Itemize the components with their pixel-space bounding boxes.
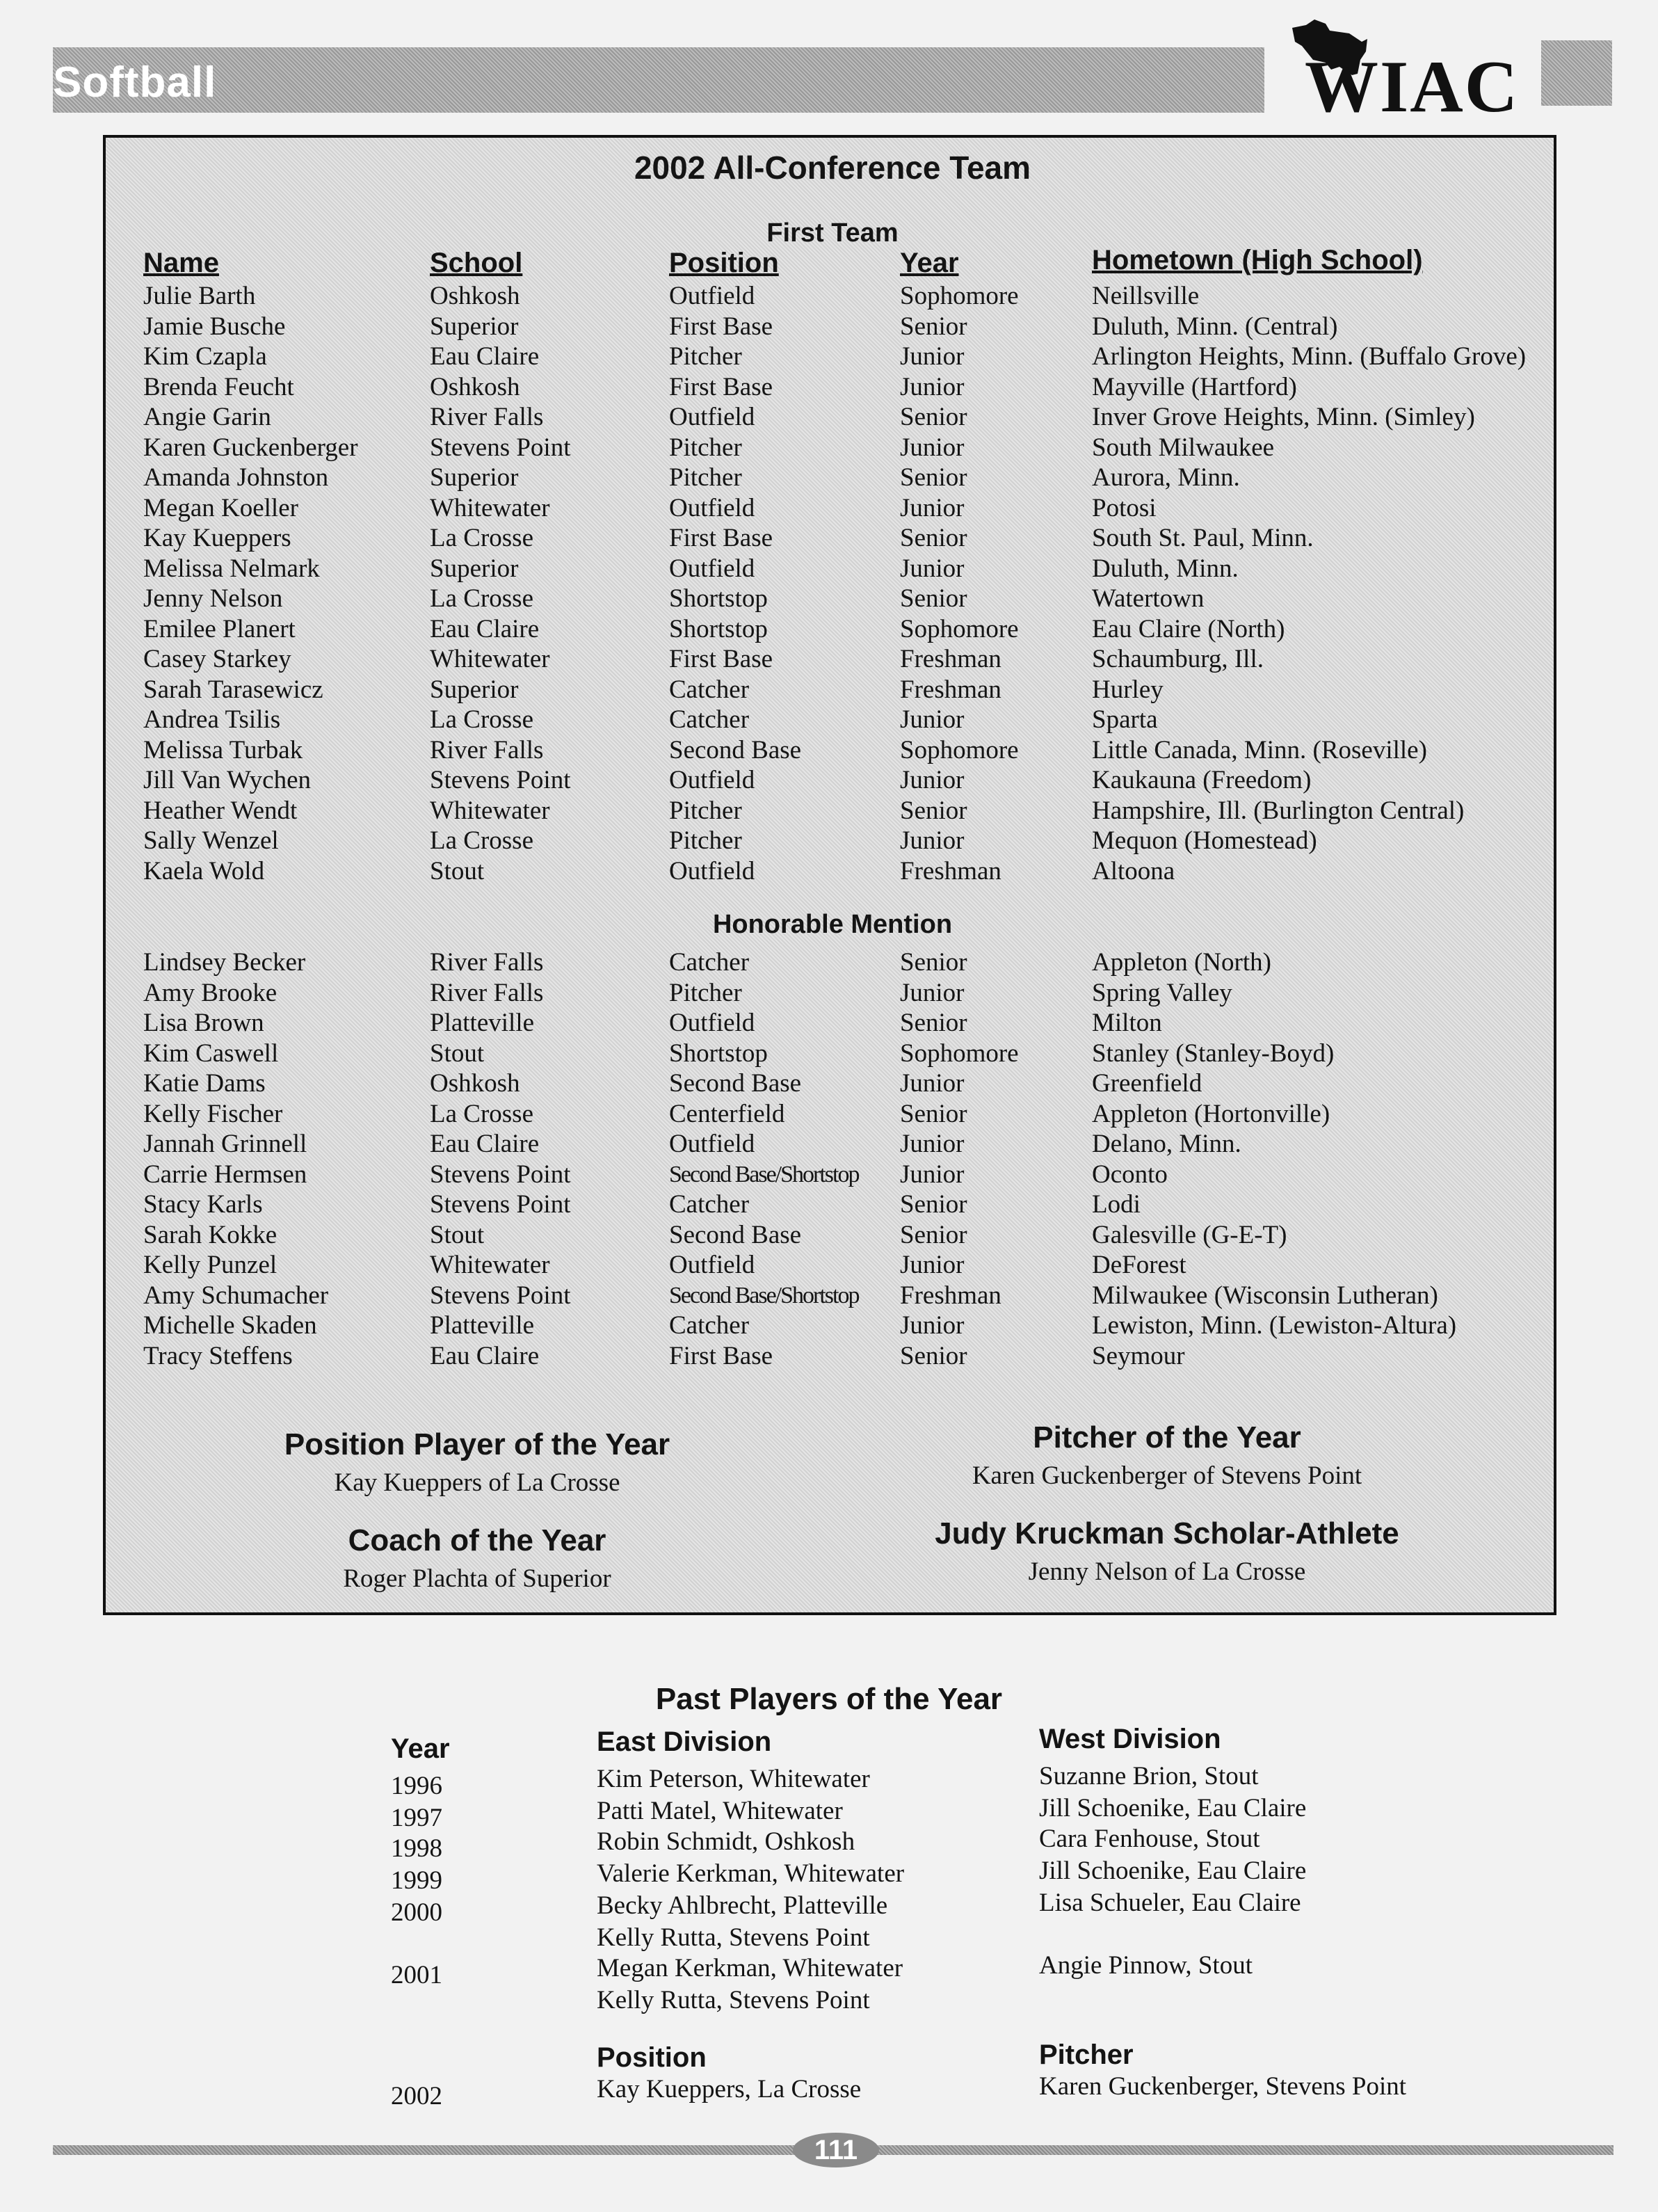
first-team-position: Outfield (669, 856, 755, 885)
honorable-row (106, 1008, 1559, 1039)
honorable-name: Michelle Skaden (143, 1311, 317, 1340)
first-team-name: Kim Czapla (143, 342, 267, 371)
honorable-hometown: Greenfield (1092, 1069, 1202, 1098)
honorable-name: Kelly Punzel (143, 1251, 277, 1279)
first-team-hometown: Mayville (Hartford) (1092, 372, 1297, 401)
first-team-row (106, 765, 1559, 796)
honorable-year: Senior (900, 948, 967, 977)
first-team-name: Karen Guckenberger (143, 433, 358, 462)
honorable-school: River Falls (430, 948, 544, 977)
first-team-hometown: Duluth, Minn. (Central) (1092, 312, 1338, 341)
honorable-name: Jannah Grinnell (143, 1130, 307, 1158)
first-team-row (106, 342, 1559, 372)
honorable-position: Second Base/Shortstop (669, 1161, 859, 1187)
east-division-header: East Division (597, 1726, 772, 1757)
honorable-year: Junior (900, 1311, 965, 1340)
honorable-row (106, 947, 1559, 978)
past-pitcher-2002: Karen Guckenberger, Stevens Point (1039, 2072, 1407, 2101)
first-team-row (106, 675, 1559, 705)
first-team-school: La Crosse (430, 705, 533, 734)
honorable-hometown: Spring Valley (1092, 978, 1232, 1007)
first-team-school: Superior (430, 675, 519, 704)
first-team-school: Oshkosh (430, 282, 520, 310)
first-team-year: Junior (900, 433, 965, 462)
honorable-name: Carrie Hermsen (143, 1160, 307, 1189)
first-team-name: Brenda Feucht (143, 372, 294, 401)
first-team-name: Emilee Planert (143, 614, 296, 643)
honorable-row (106, 1341, 1559, 1372)
first-team-name: Jill Van Wychen (143, 766, 311, 794)
first-team-position: Pitcher (669, 826, 742, 855)
position-player-award-title: Position Player of the Year (284, 1427, 670, 1461)
west-division-player: Jill Schoenike, Eau Claire (1039, 1857, 1307, 1885)
past-year: 1999 (391, 1866, 442, 1895)
honorable-name: Lindsey Becker (143, 948, 306, 977)
all-conference-title: 2002 All-Conference Team (634, 150, 1031, 186)
honorable-hometown: Galesville (G-E-T) (1092, 1220, 1287, 1249)
first-team-school: Stevens Point (430, 766, 571, 794)
honorable-name: Amy Brooke (143, 978, 277, 1007)
honorable-school: Platteville (430, 1311, 535, 1340)
first-team-hometown: Inver Grove Heights, Minn. (Simley) (1092, 403, 1475, 431)
first-team-position: Pitcher (669, 796, 742, 825)
first-team-row (106, 372, 1559, 403)
first-team-year: Junior (900, 493, 965, 522)
first-team-hometown: Arlington Heights, Minn. (Buffalo Grove) (1092, 342, 1527, 371)
honorable-school: River Falls (430, 978, 544, 1007)
first-team-school: Superior (430, 312, 519, 341)
first-team-position: Second Base (669, 735, 802, 764)
first-team-hometown: Little Canada, Minn. (Roseville) (1092, 735, 1427, 764)
honorable-year: Senior (900, 1220, 967, 1249)
west-division-player: Lisa Schueler, Eau Claire (1039, 1889, 1301, 1917)
first-team-hometown: Altoona (1092, 856, 1175, 885)
honorable-year: Senior (900, 1190, 967, 1219)
first-team-school: Whitewater (430, 645, 550, 673)
first-team-name: Sally Wenzel (143, 826, 279, 855)
honorable-position: Catcher (669, 1190, 750, 1219)
honorable-row (106, 1250, 1559, 1281)
honorable-position: Outfield (669, 1251, 755, 1279)
east-division-player: Patti Matel, Whitewater (597, 1797, 843, 1825)
honorable-school: Whitewater (430, 1251, 550, 1279)
honorable-name: Tracy Steffens (143, 1341, 293, 1370)
honorable-hometown: Lewiston, Minn. (Lewiston-Altura) (1092, 1311, 1457, 1340)
pitcher-header: Pitcher (1039, 2039, 1134, 2070)
first-team-hometown: Mequon (Homestead) (1092, 826, 1317, 855)
honorable-position: Shortstop (669, 1039, 768, 1068)
honorable-year: Senior (900, 1341, 967, 1370)
honorable-row (106, 978, 1559, 1009)
honorable-hometown: Appleton (Hortonville) (1092, 1099, 1330, 1128)
column-header-name: Name (143, 248, 219, 278)
honorable-row (106, 1311, 1559, 1341)
honorable-year: Junior (900, 978, 965, 1007)
first-team-name: Heather Wendt (143, 796, 298, 825)
honorable-year: Senior (900, 1009, 967, 1037)
past-players-title: Past Players of the Year (655, 1682, 1003, 1716)
honorable-school: Platteville (430, 1009, 535, 1037)
first-team-year: Senior (900, 312, 967, 341)
first-team-row (106, 463, 1559, 493)
honorable-year: Junior (900, 1251, 965, 1279)
west-division-header: West Division (1039, 1724, 1221, 1754)
honorable-hometown: Milton (1092, 1009, 1162, 1037)
scholar-award-title: Judy Kruckman Scholar-Athlete (935, 1516, 1399, 1550)
pitcher-award-name: Karen Guckenberger of Stevens Point (972, 1461, 1362, 1490)
first-team-name: Melissa Turbak (143, 735, 303, 764)
honorable-row (106, 1039, 1559, 1069)
honorable-hometown: Stanley (Stanley-Boyd) (1092, 1039, 1335, 1068)
honorable-position: Catcher (669, 1311, 750, 1340)
first-team-year: Sophomore (900, 282, 1019, 310)
honorable-year: Senior (900, 1099, 967, 1128)
honorable-school: Stevens Point (430, 1160, 571, 1189)
first-team-name: Andrea Tsilis (143, 705, 281, 734)
honorable-year: Junior (900, 1130, 965, 1158)
honorable-hometown: Oconto (1092, 1160, 1168, 1189)
first-team-hometown: Eau Claire (North) (1092, 614, 1285, 643)
first-team-row (106, 493, 1559, 524)
first-team-hometown: Duluth, Minn. (1092, 554, 1239, 583)
east-division-player: Robin Schmidt, Oshkosh (597, 1827, 855, 1856)
first-team-row (106, 523, 1559, 554)
first-team-hometown: Watertown (1092, 584, 1205, 613)
first-team-row (106, 281, 1559, 312)
coach-award-title: Coach of the Year (348, 1523, 606, 1557)
first-team-position: Outfield (669, 282, 755, 310)
first-team-year: Freshman (900, 675, 1001, 704)
honorable-position: Second Base (669, 1069, 802, 1098)
honorable-row (106, 1068, 1559, 1099)
first-team-hometown: Schaumburg, Ill. (1092, 645, 1264, 673)
first-team-school: Whitewater (430, 493, 550, 522)
header-bar-end (1541, 40, 1612, 106)
first-team-position: First Base (669, 312, 773, 341)
first-team-year: Senior (900, 403, 967, 431)
first-team-position: Catcher (669, 705, 750, 734)
first-team-year: Freshman (900, 645, 1001, 673)
honorable-position: Second Base/Shortstop (669, 1282, 859, 1308)
past-year: 1998 (391, 1834, 442, 1863)
honorable-hometown: Seymour (1092, 1341, 1185, 1370)
past-year-2002: 2002 (391, 2082, 442, 2110)
honorable-school: La Crosse (430, 1099, 533, 1128)
first-team-row (106, 433, 1559, 463)
first-team-year: Senior (900, 524, 967, 552)
first-team-hometown: Potosi (1092, 493, 1157, 522)
section-header-bar (53, 47, 1264, 113)
first-team-name: Megan Koeller (143, 493, 298, 522)
east-division-player: Valerie Kerkman, Whitewater (597, 1859, 905, 1888)
honorable-position: First Base (669, 1341, 773, 1370)
first-team-year: Senior (900, 796, 967, 825)
first-team-hometown: Hurley (1092, 675, 1164, 704)
pitcher-award-title: Pitcher of the Year (1033, 1420, 1301, 1454)
west-division-player: Jill Schoenike, Eau Claire (1039, 1794, 1307, 1822)
honorable-row (106, 1281, 1559, 1311)
wiac-logo-text: WIAC (1305, 46, 1520, 127)
first-team-name: Sarah Tarasewicz (143, 675, 323, 704)
honorable-row (106, 1129, 1559, 1160)
first-team-school: Eau Claire (430, 614, 540, 643)
first-team-year: Freshman (900, 856, 1001, 885)
first-team-row (106, 856, 1559, 887)
honorable-position: Outfield (669, 1130, 755, 1158)
first-team-hometown: Kaukauna (Freedom) (1092, 766, 1312, 794)
first-team-name: Casey Starkey (143, 645, 291, 673)
first-team-row (106, 735, 1559, 766)
honorable-school: Eau Claire (430, 1130, 540, 1158)
honorable-hometown: DeForest (1092, 1251, 1186, 1279)
east-division-player: Kim Peterson, Whitewater (597, 1765, 870, 1793)
honorable-position: Centerfield (669, 1099, 785, 1128)
past-year: 2000 (391, 1898, 442, 1927)
first-team-school: La Crosse (430, 584, 533, 613)
past-position-player-2002: Kay Kueppers, La Crosse (597, 2075, 862, 2103)
column-header-hometown: Hometown (High School) (1092, 245, 1423, 275)
first-team-name: Melissa Nelmark (143, 554, 320, 583)
honorable-year: Freshman (900, 1281, 1001, 1310)
first-team-position: Pitcher (669, 463, 742, 492)
first-team-school: Eau Claire (430, 342, 540, 371)
first-team-position: Pitcher (669, 433, 742, 462)
first-team-position: First Base (669, 645, 773, 673)
honorable-year: Junior (900, 1069, 965, 1098)
first-team-row (106, 614, 1559, 645)
scholar-award-name: Jenny Nelson of La Crosse (1028, 1557, 1306, 1586)
first-team-position: Shortstop (669, 584, 768, 613)
honorable-school: Eau Claire (430, 1341, 540, 1370)
honorable-name: Sarah Kokke (143, 1220, 277, 1249)
first-team-name: Jamie Busche (143, 312, 286, 341)
first-team-year: Junior (900, 372, 965, 401)
honorable-name: Kelly Fischer (143, 1099, 283, 1128)
west-division-player: Suzanne Brion, Stout (1039, 1762, 1259, 1790)
page-number: 111 (793, 2133, 879, 2167)
honorable-school: Stevens Point (430, 1281, 571, 1310)
coach-award-name: Roger Plachta of Superior (343, 1564, 611, 1593)
first-team-position: Pitcher (669, 342, 742, 371)
first-team-name: Kaela Wold (143, 856, 265, 885)
column-header-year: Year (900, 248, 959, 278)
first-team-label: First Team (766, 218, 899, 248)
honorable-row (106, 1160, 1559, 1190)
first-team-school: Stout (430, 856, 485, 885)
first-team-row (106, 796, 1559, 826)
honorable-row (106, 1189, 1559, 1220)
column-header-position: Position (669, 248, 779, 278)
first-team-school: River Falls (430, 403, 544, 431)
first-team-position: Shortstop (669, 614, 768, 643)
all-conference-box (103, 135, 1556, 1615)
first-team-row (106, 402, 1559, 433)
honorable-name: Amy Schumacher (143, 1281, 329, 1310)
honorable-school: Stout (430, 1220, 485, 1249)
honorable-hometown: Lodi (1092, 1190, 1141, 1219)
first-team-hometown: Neillsville (1092, 282, 1200, 310)
first-team-row (106, 312, 1559, 342)
first-team-position: Outfield (669, 766, 755, 794)
position-header: Position (597, 2042, 707, 2073)
first-team-year: Junior (900, 826, 965, 855)
first-team-name: Angie Garin (143, 403, 271, 431)
west-division-player: Cara Fenhouse, Stout (1039, 1825, 1260, 1853)
first-team-school: Oshkosh (430, 372, 520, 401)
honorable-row (106, 1099, 1559, 1130)
first-team-school: Stevens Point (430, 433, 571, 462)
honorable-name: Kim Caswell (143, 1039, 279, 1068)
honorable-row (106, 1220, 1559, 1251)
honorable-year: Sophomore (900, 1039, 1019, 1068)
first-team-hometown: Aurora, Minn. (1092, 463, 1240, 492)
past-year-header: Year (391, 1733, 450, 1764)
past-year: 1996 (391, 1772, 442, 1800)
first-team-name: Julie Barth (143, 282, 256, 310)
first-team-row (106, 644, 1559, 675)
first-team-row (106, 705, 1559, 735)
first-team-hometown: Sparta (1092, 705, 1158, 734)
first-team-year: Senior (900, 584, 967, 613)
first-team-row (106, 584, 1559, 614)
honorable-year: Junior (900, 1160, 965, 1189)
first-team-year: Senior (900, 463, 967, 492)
first-team-school: Superior (430, 463, 519, 492)
honorable-school: Stevens Point (430, 1190, 571, 1219)
column-header-school: School (430, 248, 523, 278)
honorable-name: Katie Dams (143, 1069, 266, 1098)
honorable-hometown: Appleton (North) (1092, 948, 1271, 977)
first-team-school: La Crosse (430, 826, 533, 855)
first-team-year: Junior (900, 766, 965, 794)
section-title: Softball (53, 58, 217, 106)
honorable-school: Stout (430, 1039, 485, 1068)
honorable-mention-label: Honorable Mention (712, 910, 953, 939)
first-team-year: Junior (900, 342, 965, 371)
first-team-name: Amanda Johnston (143, 463, 329, 492)
past-year: 1997 (391, 1804, 442, 1832)
first-team-position: Outfield (669, 554, 755, 583)
first-team-year: Junior (900, 705, 965, 734)
first-team-position: Outfield (669, 403, 755, 431)
honorable-name: Stacy Karls (143, 1190, 263, 1219)
first-team-position: Outfield (669, 493, 755, 522)
first-team-row (106, 826, 1559, 856)
first-team-year: Junior (900, 554, 965, 583)
first-team-hometown: Hampshire, Ill. (Burlington Central) (1092, 796, 1465, 825)
west-division-player: Angie Pinnow, Stout (1039, 1951, 1253, 1980)
first-team-name: Kay Kueppers (143, 524, 291, 552)
honorable-position: Pitcher (669, 978, 742, 1007)
first-team-hometown: South Milwaukee (1092, 433, 1275, 462)
first-team-school: Whitewater (430, 796, 550, 825)
honorable-school: Oshkosh (430, 1069, 520, 1098)
first-team-position: Catcher (669, 675, 750, 704)
first-team-row (106, 554, 1559, 584)
honorable-name: Lisa Brown (143, 1009, 264, 1037)
first-team-name: Jenny Nelson (143, 584, 283, 613)
honorable-hometown: Milwaukee (Wisconsin Lutheran) (1092, 1281, 1438, 1310)
east-division-player: Megan Kerkman, Whitewater (597, 1954, 903, 1982)
honorable-position: Second Base (669, 1220, 802, 1249)
first-team-school: Superior (430, 554, 519, 583)
position-player-award-name: Kay Kueppers of La Crosse (334, 1468, 620, 1497)
first-team-position: First Base (669, 372, 773, 401)
first-team-school: La Crosse (430, 524, 533, 552)
first-team-school: River Falls (430, 735, 544, 764)
east-division-player: Kelly Rutta, Stevens Point (597, 1986, 870, 2014)
honorable-hometown: Delano, Minn. (1092, 1130, 1241, 1158)
east-division-player: Becky Ahlbrecht, Platteville (597, 1891, 888, 1920)
first-team-year: Sophomore (900, 614, 1019, 643)
honorable-position: Catcher (669, 948, 750, 977)
first-team-hometown: South St. Paul, Minn. (1092, 524, 1314, 552)
honorable-position: Outfield (669, 1009, 755, 1037)
east-division-player: Kelly Rutta, Stevens Point (597, 1923, 870, 1952)
past-year: 2001 (391, 1961, 442, 1989)
first-team-year: Sophomore (900, 735, 1019, 764)
first-team-position: First Base (669, 524, 773, 552)
